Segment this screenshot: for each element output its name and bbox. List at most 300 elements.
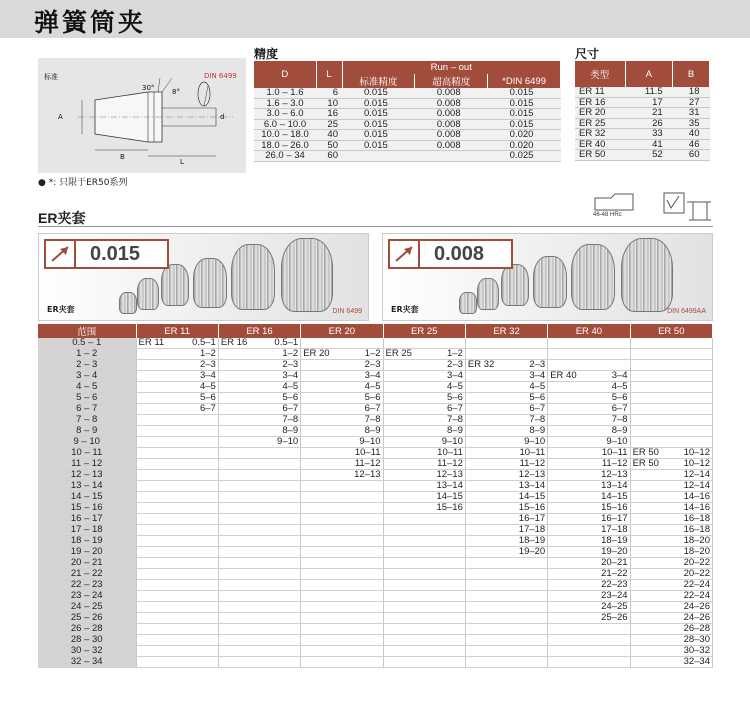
collet-cell [383,360,465,371]
collet-size: 10–12 [683,447,710,458]
collet-outline-drawing [38,58,246,173]
collet-size: 8–9 [447,425,463,436]
accuracy-cell: 0.015 [342,119,415,130]
collet-size: 6–7 [199,403,216,414]
collet-cell [383,591,465,602]
collet-cell [630,448,712,459]
collet-cell [218,470,300,481]
table-row [38,415,713,426]
collet-cell [383,404,465,415]
collet-size: 20–22 [683,557,710,568]
collet-size: 20–21 [601,557,628,568]
table-row [38,360,713,371]
collet-cell [218,415,300,426]
collet-cell [465,470,547,481]
accuracy-cell: 1.6 – 3.0 [254,98,316,109]
collet-cell [630,503,712,514]
collet-cell [136,525,218,536]
collet-range-table [38,324,713,668]
dimension-header-type: 类型 [575,61,625,87]
range-cell: 22 – 23 [38,580,136,591]
accuracy-header-d: D [254,61,316,88]
collet-size: 4–5 [529,381,546,392]
collet-cell [301,591,383,602]
accuracy-header-din: *DIN 6499 [488,74,561,88]
collet-cell [136,624,218,635]
collet-cell [383,503,465,514]
collet-cell [218,393,300,404]
collet-cell [465,371,547,382]
collet-cell [136,371,218,382]
accuracy-row [254,109,561,120]
collet-cell [630,558,712,569]
collet-size: 7–8 [282,414,299,425]
collet-cell [136,558,218,569]
collet-cell [383,437,465,448]
collet-size: 0.5–1 [192,338,216,348]
collet-cell [383,459,465,470]
collet-cell [465,415,547,426]
accuracy-cell: 18.0 – 26.0 [254,140,316,151]
range-cell: 21 – 22 [38,569,136,580]
accuracy-cell: 3.0 – 6.0 [254,109,316,120]
table-row [38,448,713,459]
accuracy-cell [342,151,415,162]
accuracy-cell: 0.008 [415,130,488,141]
collet-cell [630,525,712,536]
collet-cell [548,613,630,624]
collet-cell [630,613,712,624]
range-header: 范围 [38,324,136,338]
collet-cell [301,349,383,360]
collet-size: 10–11 [437,447,463,458]
collet-cell [548,437,630,448]
collet-cell [383,569,465,580]
collet-cell [630,371,712,382]
collet-size: 1–2 [199,348,216,359]
collet-cell [465,360,547,371]
collet-cell [630,514,712,525]
collet-cell [136,470,218,481]
collet-cell [136,481,218,492]
accuracy-cell: 0.008 [415,98,488,109]
drawing-label-standard: 标准 [44,73,58,81]
collet-cell [383,635,465,646]
photo-caption: ER夹套 [391,305,419,314]
collet-cell [630,470,712,481]
collet-size: 2–3 [364,359,381,370]
collet-cell [465,547,547,558]
photo-din: DIN 6499 [332,308,362,315]
collet-cell [465,481,547,492]
accuracy-cell: 10 [316,98,342,109]
dimension-header-b: B [673,61,710,87]
collet-size: 15–16 [436,502,463,513]
collet-cell [465,558,547,569]
collet-cell [548,371,630,382]
collet-size: 28–30 [683,634,710,645]
collet-cell [301,437,383,448]
collet-cell [136,437,218,448]
collet-size: 8–9 [611,425,628,436]
accuracy-cell: 0.020 [488,130,561,141]
table-row [38,481,713,492]
range-cell: 6 – 7 [38,404,136,415]
collet-cell [548,569,630,580]
collet-photo-standard [38,233,369,321]
collet-cell [136,591,218,602]
hardness-text: 46-48 HRc [593,212,622,218]
collet-type: ER 40 [550,370,577,381]
collet-size: 22–24 [683,590,710,601]
collet-size: 14–16 [683,502,710,513]
collet-cell [383,492,465,503]
collet-size: 9–10 [524,436,546,447]
collet-cell [548,547,630,558]
accuracy-cell: 6 [316,88,342,98]
collet-cell [630,657,712,668]
collet-cell [465,349,547,360]
collet-size: 15–16 [601,502,628,513]
collet-cell [218,591,300,602]
table-row [38,547,713,558]
collet-cell [465,382,547,393]
collet-cell [218,536,300,547]
range-cell: 32 – 34 [38,657,136,668]
collet-size: 5–6 [611,392,628,403]
collet-size: 14–15 [518,491,546,502]
accuracy-row [254,119,561,130]
accuracy-header-runout: Run – out [342,61,561,74]
dimension-row [575,108,710,119]
table-row [38,382,713,393]
range-cell: 23 – 24 [38,591,136,602]
accuracy-cell: 0.015 [342,109,415,120]
range-cell: 18 – 19 [38,536,136,547]
table-row [38,492,713,503]
collet-size: 4–5 [199,381,216,392]
collet-cell [218,657,300,668]
collet-cell [630,635,712,646]
range-cell: 4 – 5 [38,382,136,393]
collet-cell [630,349,712,360]
collet-cell [301,514,383,525]
collet-cell [548,426,630,437]
range-cell: 17 – 18 [38,525,136,536]
range-cell: 15 – 16 [38,503,136,514]
collet-size: 10–12 [683,458,710,469]
collet-cell [548,470,630,481]
collet-cell [136,360,218,371]
collet-cell [301,657,383,668]
collet-size: 6–7 [529,403,546,414]
collet-cell [548,591,630,602]
photo-din: DIN 6499AA [667,308,706,315]
collet-cell [301,602,383,613]
collet-cell [383,415,465,426]
series-header: ER 50 [630,324,712,338]
collet-cell [301,393,383,404]
collet-size: 1–2 [364,348,381,359]
range-cell: 14 – 15 [38,492,136,503]
collet-cell [383,393,465,404]
collet-cell [465,657,547,668]
collet-size: 18–19 [518,535,546,546]
collet-size: 12–13 [354,469,381,480]
collet-cell [218,569,300,580]
collet-size: 16–17 [601,513,628,524]
collet-size: 17–18 [518,524,546,535]
collet-cell [630,646,712,657]
title-bar [0,0,750,38]
collet-cell [218,503,300,514]
collet-size: 10–11 [601,447,628,458]
accuracy-cell: 0.008 [415,109,488,120]
accuracy-cell: 0.015 [488,119,561,130]
collet-cell [218,437,300,448]
collet-size: 1–2 [282,348,299,359]
table-row [38,393,713,404]
dimension-row [575,129,710,140]
collet-size: 11–12 [437,458,463,469]
collet-cell [218,459,300,470]
collet-size: 24–26 [683,601,710,612]
collet-cell [548,492,630,503]
collet-size: 11–12 [354,458,381,469]
collet-type: ER 11 [138,338,165,348]
series-header: ER 40 [548,324,630,338]
range-cell: 0.5 – 1 [38,338,136,349]
collet-size: 8–9 [364,425,381,436]
collet-cell [383,448,465,459]
collet-cell [301,382,383,393]
collet-cell [218,448,300,459]
collet-cell [465,646,547,657]
collet-cell [548,558,630,569]
collet-cell [383,646,465,657]
collet-cell [465,338,547,349]
collet-size: 20–22 [683,568,710,579]
accuracy-cell: 50 [316,140,342,151]
collet-size: 7–8 [529,414,546,425]
collet-cell [218,481,300,492]
collet-cell [548,602,630,613]
collet-cell [548,448,630,459]
drawing-dim-a: A [58,113,63,121]
page-title: 弹簧筒夹 [34,8,147,37]
collet-size: 17–18 [601,524,628,535]
collet-cell [465,404,547,415]
accuracy-badge [44,239,169,269]
collet-cell [218,580,300,591]
collet-cell [301,459,383,470]
accuracy-badge [388,239,513,269]
collet-cell [383,558,465,569]
dimension-cell: ER 40 [575,139,625,150]
collet-size: 3–4 [364,370,381,381]
table-row [38,503,713,514]
collet-size: 12–14 [683,469,710,480]
collet-photo-ultra [382,233,713,321]
collet-cell [218,646,300,657]
collet-cell [383,525,465,536]
collet-cell [465,426,547,437]
collet-cell [465,602,547,613]
collet-size: 12–13 [601,469,628,480]
collet-cell [301,415,383,426]
dimension-row [575,118,710,129]
collet-cell [548,503,630,514]
collet-cell [218,514,300,525]
collet-cell [630,338,712,349]
collet-size: 3–4 [447,370,463,381]
series-header: ER 20 [301,324,383,338]
collet-cell [548,382,630,393]
collet-cell [136,580,218,591]
table-row [38,591,713,602]
collet-cell [630,536,712,547]
collet-cell [465,591,547,602]
collet-cell [301,525,383,536]
accuracy-row [254,151,561,162]
range-cell: 25 – 26 [38,613,136,624]
table-row [38,635,713,646]
accuracy-cell: 16 [316,109,342,120]
drawing-label-din: DIN 6499 [204,72,237,80]
collet-type: ER 25 [385,348,412,359]
collet-cell [218,525,300,536]
accuracy-cell: 40 [316,130,342,141]
collet-cell [136,646,218,657]
collet-cell [301,624,383,635]
dimension-header-a: A [625,61,673,87]
collet-size: 8–9 [529,425,546,436]
table-row [38,459,713,470]
collet-cell [218,492,300,503]
collet-size: 12–13 [518,469,546,480]
range-cell: 1 – 2 [38,349,136,360]
collet-size: 23–24 [601,590,628,601]
collet-size: 14–15 [436,491,463,502]
range-cell: 3 – 4 [38,371,136,382]
accuracy-row [254,98,561,109]
collet-cell [548,646,630,657]
collet-size: 22–24 [683,579,710,590]
collet-size: 4–5 [282,381,299,392]
collet-size: 12–13 [436,469,463,480]
collet-size: 24–26 [683,612,710,623]
collet-cell [383,624,465,635]
table-row [38,646,713,657]
collet-size: 9–10 [277,436,299,447]
drawing-dim-l: L [180,158,184,166]
accuracy-cell: 25 [316,119,342,130]
series-header: ER 11 [136,324,218,338]
collet-cell [301,481,383,492]
table-row [38,536,713,547]
collet-type: ER 50 [632,458,659,469]
range-cell: 30 – 32 [38,646,136,657]
collet-cell [136,404,218,415]
dimension-cell: 40 [673,129,710,140]
dimension-row [575,150,710,161]
collet-cell [383,371,465,382]
collet-cell [548,635,630,646]
collet-cell [548,415,630,426]
collet-cell [383,657,465,668]
accuracy-cell [415,151,488,162]
collet-cell [136,393,218,404]
collet-cell [548,404,630,415]
hardness-icon [593,192,635,226]
collet-cell [301,536,383,547]
collet-size: 6–7 [611,403,628,414]
collet-size: 14–16 [683,491,710,502]
dimension-cell: 21 [625,108,673,119]
collet-cell [383,602,465,613]
collet-cell [301,404,383,415]
collet-size: 15–16 [518,502,546,513]
accuracy-cell: 0.008 [415,119,488,130]
collet-cell [383,536,465,547]
runout-arrow-icon [390,241,420,267]
collet-cell [136,536,218,547]
collet-cell [301,360,383,371]
collet-size: 18–19 [601,535,628,546]
drawing-dim-d: d [220,113,225,121]
collet-drawing [38,58,246,173]
collet-cell [218,602,300,613]
collet-cell [218,613,300,624]
runout-arrow-icon [46,241,76,267]
accuracy-cell: 0.015 [342,140,415,151]
table-row [38,580,713,591]
table-row [38,338,713,349]
collet-size: 5–6 [447,392,463,403]
collet-cell [301,470,383,481]
collet-cell [136,382,218,393]
collet-cell [136,657,218,668]
table-row [38,437,713,448]
er-collet-label: ER夹套 [38,210,86,226]
collet-cell [301,492,383,503]
dimension-cell: 33 [625,129,673,140]
dimension-cell: ER 32 [575,129,625,140]
collet-cell [136,569,218,580]
collet-cell [136,338,218,349]
collet-size: 16–18 [683,513,710,524]
dimension-cell: ER 11 [575,87,625,97]
accuracy-header-std: 标准精度 [342,74,415,88]
collet-cell [465,580,547,591]
collet-size: 1–2 [447,348,463,359]
accuracy-row [254,88,561,98]
collet-cell [136,426,218,437]
dimension-cell: 52 [625,150,673,161]
table-row [38,569,713,580]
collet-cell [218,371,300,382]
section-divider [38,226,713,227]
collet-size: 3–4 [199,370,216,381]
collet-size: 9–10 [359,436,381,447]
collet-cell [136,547,218,558]
dimension-cell: 27 [673,97,710,108]
collet-size: 32–34 [683,656,710,667]
collet-cell [383,349,465,360]
collet-size: 16–17 [518,513,546,524]
dimension-cell: 26 [625,118,673,129]
range-cell: 11 – 12 [38,459,136,470]
